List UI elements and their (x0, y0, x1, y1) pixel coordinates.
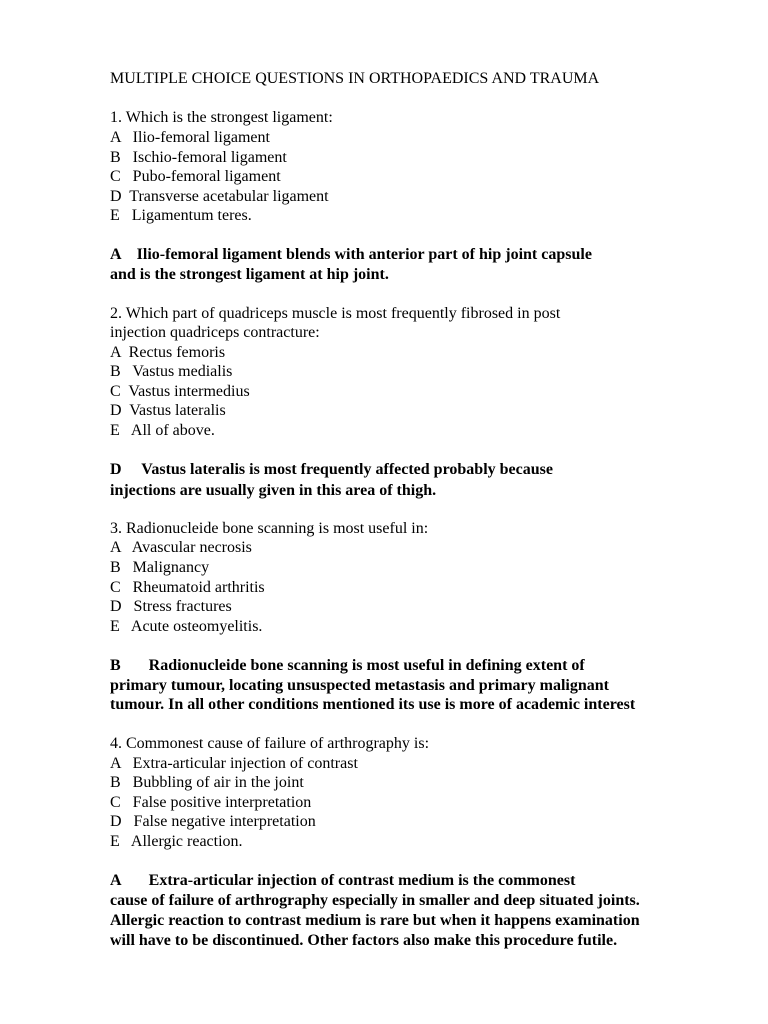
question-2-option-e: E All of above. (110, 422, 215, 439)
question-3-text: 3. Radionucleide bone scanning is most useful in: (110, 520, 429, 537)
question-1-option-d: D Transverse acetabular ligament (110, 188, 329, 205)
question-4-option-e: E Allergic reaction. (110, 833, 243, 850)
question-3-option-a: A Avascular necrosis (110, 539, 252, 556)
question-3-answer-line-1: B Radionucleide bone scanning is most useful in defining extent of (110, 657, 585, 674)
question-3-answer-line-3: tumour. In all other conditions mentioned its use is more of academic interest (110, 696, 636, 713)
question-4-answer-line-4: will have to be discontinued. Other factors also make this procedure futile. (110, 932, 618, 949)
question-4-option-d: D False negative interpretation (110, 813, 316, 830)
page-title: MULTIPLE CHOICE QUESTIONS IN ORTHOPAEDICS AND TRAUMA (110, 70, 600, 87)
question-1-option-a: A Ilio-femoral ligament (110, 129, 270, 146)
question-4-option-a: A Extra-articular injection of contrast (110, 755, 358, 772)
question-1-option-c: C Pubo-femoral ligament (110, 168, 281, 185)
question-2-option-c: C Vastus intermedius (110, 383, 250, 400)
question-1-answer-line-1: A Ilio-femoral ligament blends with anterior part of hip joint capsule (110, 246, 592, 263)
question-3-option-e: E Acute osteomyelitis. (110, 618, 263, 635)
question-2-answer-line-1: D Vastus lateralis is most frequently affected probably because (110, 461, 553, 478)
question-1-option-b: B Ischio-femoral ligament (110, 149, 287, 166)
question-1-option-e: E Ligamentum teres. (110, 207, 252, 224)
question-2-option-b: B Vastus medialis (110, 363, 233, 380)
question-4-answer-line-3: Allergic reaction to contrast medium is rare but when it happens examination (110, 912, 640, 929)
question-4-answer-line-2: cause of failure of arthrography especially in smaller and deep situated joints. (110, 892, 640, 909)
question-1-text: 1. Which is the strongest ligament: (110, 109, 333, 126)
question-1-answer-line-2: and is the strongest ligament at hip joint. (110, 266, 389, 283)
question-3-option-b: B Malignancy (110, 559, 210, 576)
question-2-option-a: A Rectus femoris (110, 344, 226, 361)
question-3-option-c: C Rheumatoid arthritis (110, 579, 265, 596)
question-4-option-c: C False positive interpretation (110, 794, 312, 811)
question-2-text-line-2: injection quadriceps contracture: (110, 324, 320, 341)
question-3-answer-line-2: primary tumour, locating unsuspected metastasis and primary malignant (110, 677, 609, 694)
question-2-text-line-1: 2. Which part of quadriceps muscle is most frequently fibrosed in post (110, 305, 561, 322)
question-3-option-d: D Stress fractures (110, 598, 232, 615)
question-2-answer-line-2: injections are usually given in this area of thigh. (110, 482, 437, 499)
question-4-option-b: B Bubbling of air in the joint (110, 774, 304, 791)
question-4-text: 4. Commonest cause of failure of arthrography is: (110, 735, 430, 752)
question-2-option-d: D Vastus lateralis (110, 402, 226, 419)
question-4-answer-line-1: A Extra-articular injection of contrast medium is the commonest (110, 872, 576, 889)
